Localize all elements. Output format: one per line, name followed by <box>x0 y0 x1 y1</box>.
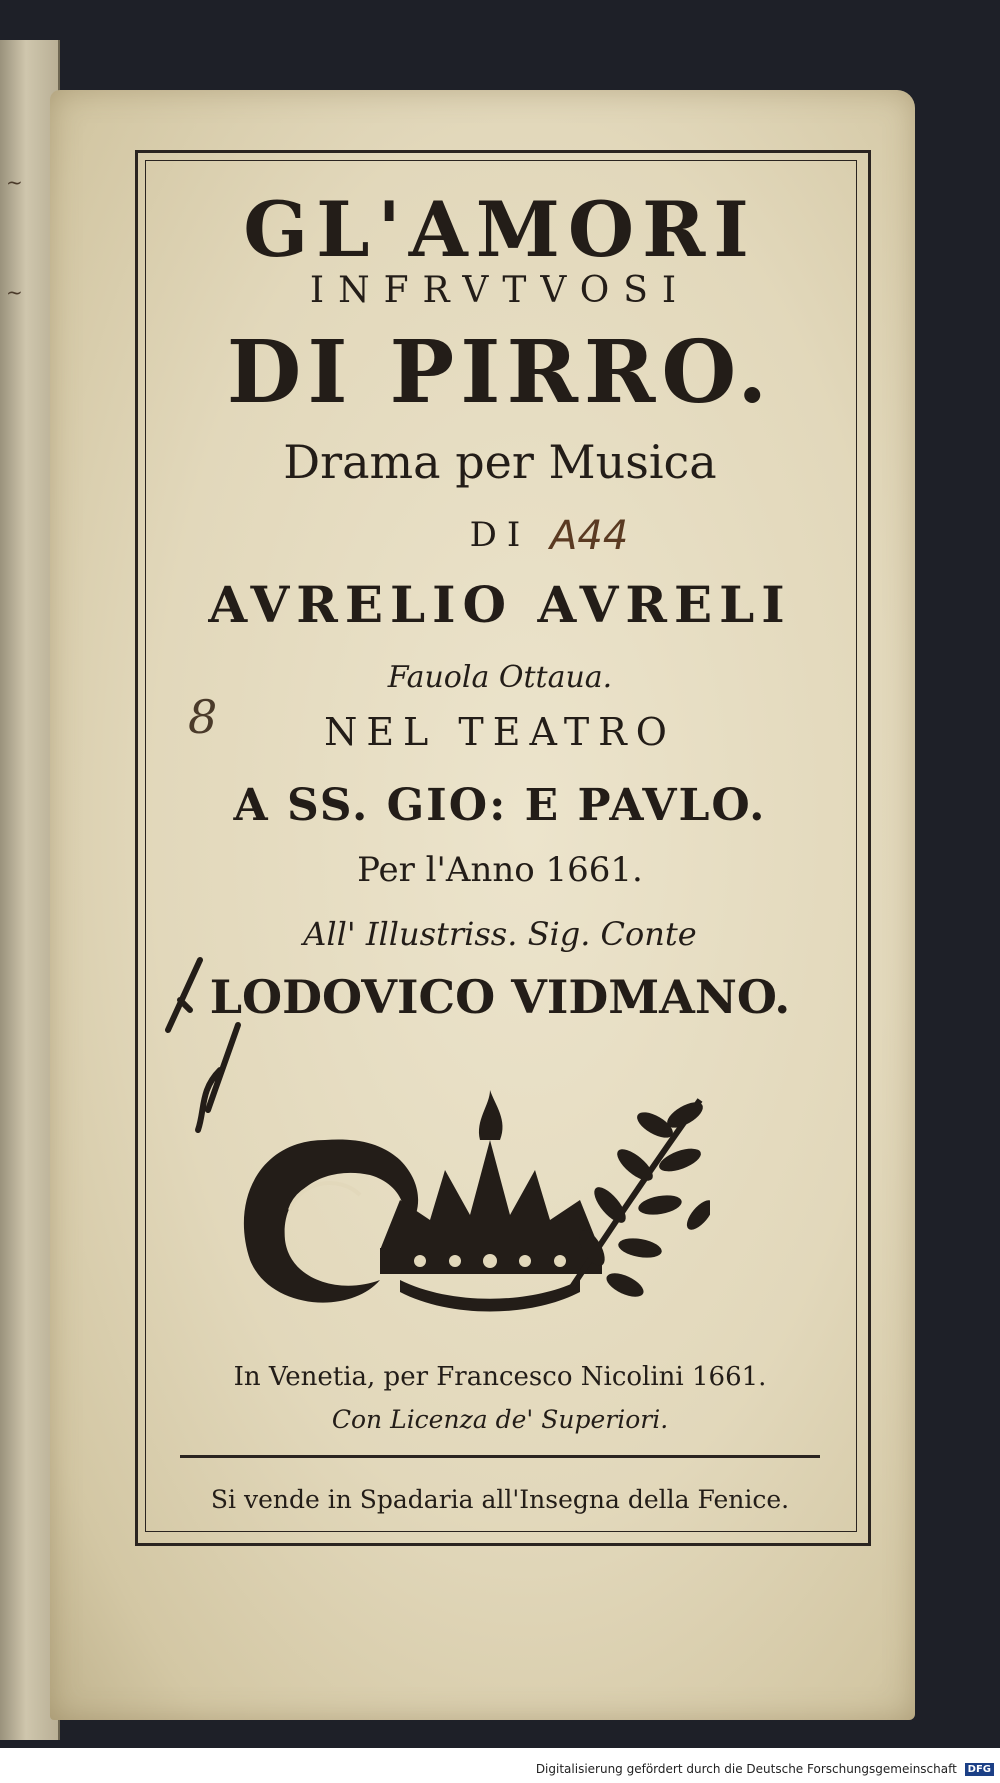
title-page <box>50 90 915 1720</box>
dedication-line: All' Illustriss. Sig. Conte <box>303 915 697 953</box>
title-line-1: GL'AMORI <box>243 185 757 274</box>
dfg-badge: DFG <box>965 1763 994 1776</box>
year-line: Per l'Anno 1661. <box>357 850 643 890</box>
title-line-2: INFRVTVOSI <box>309 270 691 311</box>
footer-text: Digitalisierung gefördert durch die Deutsche Forschungsgemeinschaft <box>535 1762 957 1776</box>
handwritten-number: 8 <box>188 690 218 744</box>
handwritten-note: A44 <box>550 513 629 559</box>
margin-scribble: ~ <box>6 280 23 304</box>
fauola-line: Fauola Ottaua. <box>387 660 613 695</box>
by-line: DI <box>469 515 531 555</box>
author-name: AVRELIO AVRELI <box>208 575 792 634</box>
licenza-line: Con Licenza de' Superiori. <box>331 1405 669 1434</box>
patron-name: LODOVICO VIDMANO. <box>209 970 791 1024</box>
horizontal-rule <box>180 1455 820 1458</box>
title-line-3: DI PIRRO. <box>226 322 774 423</box>
margin-scribble: ~ <box>6 170 23 194</box>
crown-woodcut-icon <box>230 1080 710 1320</box>
genre-line: Drama per Musica <box>283 435 717 489</box>
church-line: A SS. GIO: E PAVLO. <box>233 780 767 831</box>
teatro-line: NEL TEATRO <box>324 710 676 754</box>
vende-line: Si vende in Spadaria all'Insegna della Fenice. <box>210 1485 790 1514</box>
imprint-line: In Venetia, per Francesco Nicolini 1661. <box>233 1362 767 1392</box>
footer-credit <box>0 1748 1000 1783</box>
